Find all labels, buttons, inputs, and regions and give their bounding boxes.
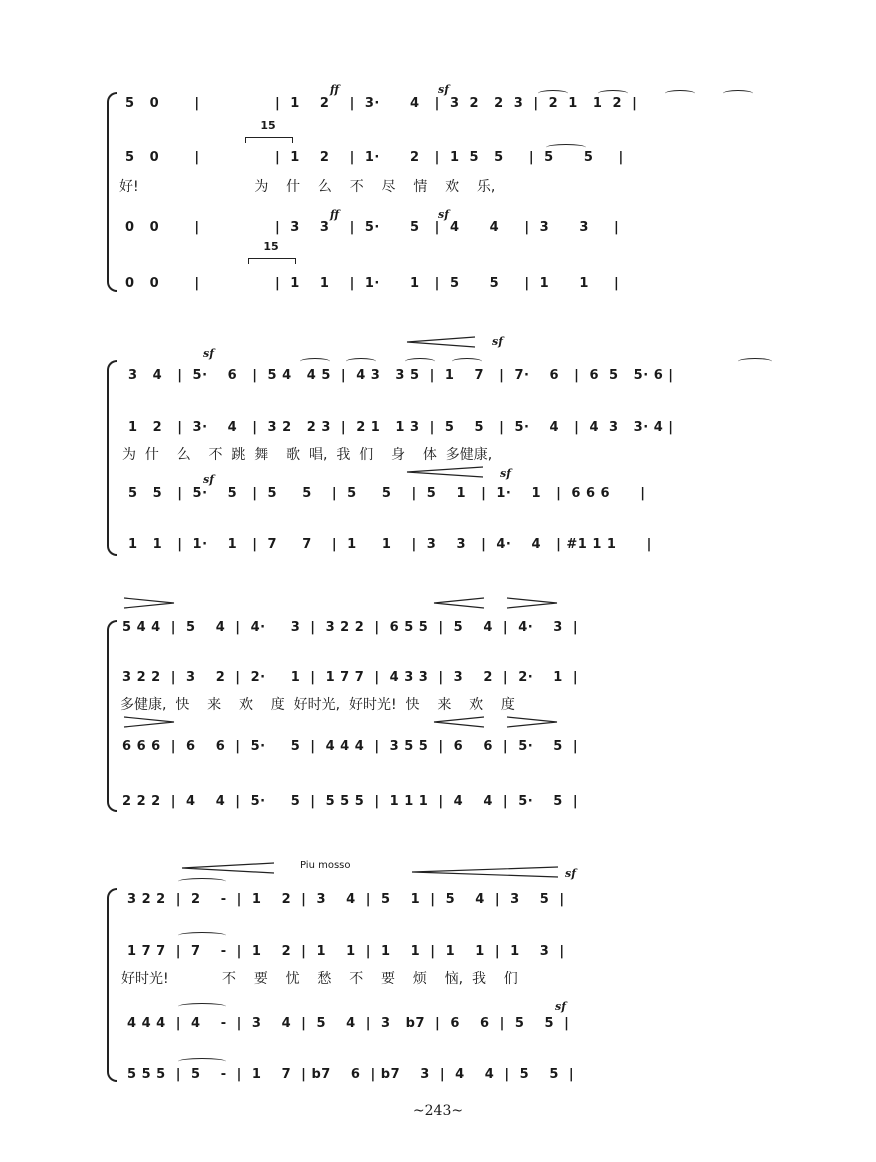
diminuendo-hairpin (505, 716, 559, 728)
slur (405, 358, 435, 365)
staff-soprano: 5 0 | | 1 2 | 3· 4 | 3 2 2 3 | 2 1 1 2 | (125, 96, 638, 111)
crescendo-hairpin (432, 597, 486, 609)
slur (738, 358, 772, 365)
system-brace (107, 360, 117, 556)
tie (178, 878, 226, 885)
dynamic-sf: sf (438, 208, 449, 221)
dynamic-ff: ff (330, 83, 340, 96)
multi-rest-count: 15 (263, 240, 279, 253)
lyric-line: 多健康, 快 来 欢 度 好时光, 好时光! 快 来 欢 度 (120, 697, 515, 713)
staff-soprano: 3 4 | 5· 6 | 5 4 4 5 | 4 3 3 5 | 1 7 | 7· 6 | 6 5 5· 6 | (128, 368, 674, 383)
crescendo-hairpin (410, 866, 560, 878)
staff-alto: 1 2 | 3· 4 | 3 2 2 3 | 2 1 1 3 | 5 5 | 5· 4 | 4 3 3· 4 | (128, 420, 674, 435)
staff-tenor: 4 4 4 | 4 - | 3 4 | 5 4 | 3 b7 | 6 6 | 5 5 | (127, 1016, 570, 1031)
staff-tenor: 0 0 | | 3 3 | 5· 5 | 4 4 | 3 3 | (125, 220, 620, 235)
system-brace (107, 92, 117, 292)
dynamic-sf: sf (565, 867, 576, 880)
multi-rest-bar (248, 258, 296, 264)
dynamic-sf: sf (555, 1000, 566, 1013)
staff-bass: 1 1 | 1· 1 | 7 7 | 1 1 | 3 3 | 4· 4 | #1 1 1 | (128, 537, 652, 552)
tie (178, 1058, 226, 1065)
dynamic-sf: sf (492, 335, 503, 348)
staff-soprano: 3 2 2 | 2 - | 1 2 | 3 4 | 5 1 | 5 4 | 3 5 | (127, 892, 565, 907)
staff-bass: 2 2 2 | 4 4 | 5· 5 | 5 5 5 | 1 1 1 | 4 4 | 5· 5 | (122, 794, 579, 809)
crescendo-hairpin (180, 862, 276, 874)
dynamic-sf: sf (500, 467, 511, 480)
crescendo-hairpin (432, 716, 486, 728)
staff-alto: 5 0 | | 1 2 | 1· 2 | 1 5 5 | 5 5 | (125, 150, 624, 165)
staff-alto: 1 7 7 | 7 - | 1 2 | 1 1 | 1 1 | 1 1 | 1 3 | (127, 944, 565, 959)
page-number: ~243~ (412, 1103, 464, 1119)
dynamic-ff: ff (330, 208, 340, 221)
crescendo-hairpin (405, 466, 485, 478)
dynamic-sf: sf (203, 347, 214, 360)
tempo-marking: Piu mosso (300, 860, 351, 871)
slur (346, 358, 376, 365)
staff-soprano: 5 4 4 | 5 4 | 4· 3 | 3 2 2 | 6 5 5 | 5 4 | 4· 3 | (122, 620, 579, 635)
slur (723, 90, 753, 97)
slur (452, 358, 482, 365)
slur (665, 90, 695, 97)
lyric-line: 为 什 么 不 跳 舞 歌 唱, 我 们 身 体 多健康, (122, 447, 493, 463)
multi-rest-count: 15 (260, 119, 276, 132)
multi-rest-bar (245, 137, 293, 143)
lyric-line: 好时光! 不 要 忧 愁 不 要 烦 恼, 我 们 (121, 971, 518, 987)
staff-bass: 5 5 5 | 5 - | 1 7 | b7 6 | b7 3 | 4 4 | 5 5 | (127, 1067, 575, 1082)
diminuendo-hairpin (122, 597, 176, 609)
system-brace (107, 888, 117, 1082)
crescendo-hairpin (405, 336, 477, 348)
lyric-line: 好! 为 什 么 不 尽 情 欢 乐, (119, 179, 496, 195)
staff-tenor: 5 5 | 5· 5 | 5 5 | 5 5 | 5 1 | 1· 1 | 6 6 6 | (128, 486, 646, 501)
dynamic-sf: sf (438, 83, 449, 96)
dynamic-sf: sf (203, 473, 214, 486)
staff-alto: 3 2 2 | 3 2 | 2· 1 | 1 7 7 | 4 3 3 | 3 2 | 2· 1 | (122, 670, 579, 685)
diminuendo-hairpin (122, 716, 176, 728)
system-brace (107, 620, 117, 812)
diminuendo-hairpin (505, 597, 559, 609)
slur (300, 358, 330, 365)
staff-tenor: 6 6 6 | 6 6 | 5· 5 | 4 4 4 | 3 5 5 | 6 6 | 5· 5 | (122, 739, 579, 754)
tie (178, 932, 226, 939)
staff-bass: 0 0 | | 1 1 | 1· 1 | 5 5 | 1 1 | (125, 276, 620, 291)
tie (178, 1003, 226, 1010)
